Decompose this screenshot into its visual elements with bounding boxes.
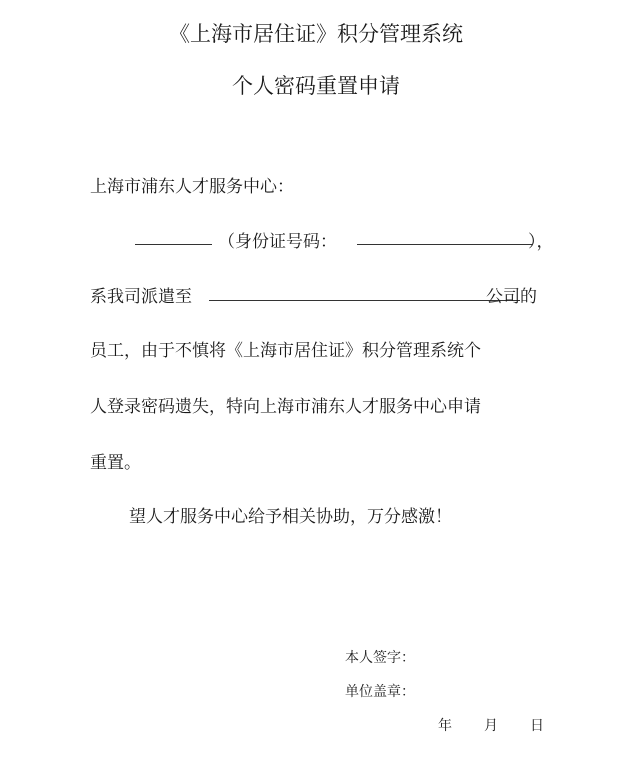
id-number-label: （身份证号码： <box>218 232 337 252</box>
addressee: 上海市浦东人才服务中心： <box>90 177 294 197</box>
signature-label: 本人签字： <box>345 650 415 666</box>
date-day: 日 <box>530 718 544 734</box>
date-year: 年 <box>438 718 452 734</box>
dispatch-prefix: 系我司派遣至 <box>90 287 192 307</box>
body-line-2: 人登录密码遗失，特向上海市浦东人才服务中心申请 <box>90 397 481 417</box>
company-blank-line <box>209 300 520 301</box>
closing-line: 望人才服务中心给予相关协助，万分感激！ <box>129 507 452 527</box>
body-line-1: 员工，由于不慎将《上海市居住证》积分管理系统个 <box>90 341 481 361</box>
document-title-line1: 《上海市居住证》积分管理系统 <box>169 22 463 46</box>
body-line-3: 重置。 <box>90 453 141 473</box>
date-month: 月 <box>484 718 498 734</box>
id-number-blank-line <box>357 244 532 245</box>
seal-label: 单位盖章： <box>345 684 415 700</box>
document-title-line2: 个人密码重置申请 <box>232 74 400 98</box>
id-number-close: ）， <box>528 232 554 252</box>
dispatch-suffix: 公司的 <box>486 287 537 307</box>
name-blank-line <box>135 244 212 245</box>
